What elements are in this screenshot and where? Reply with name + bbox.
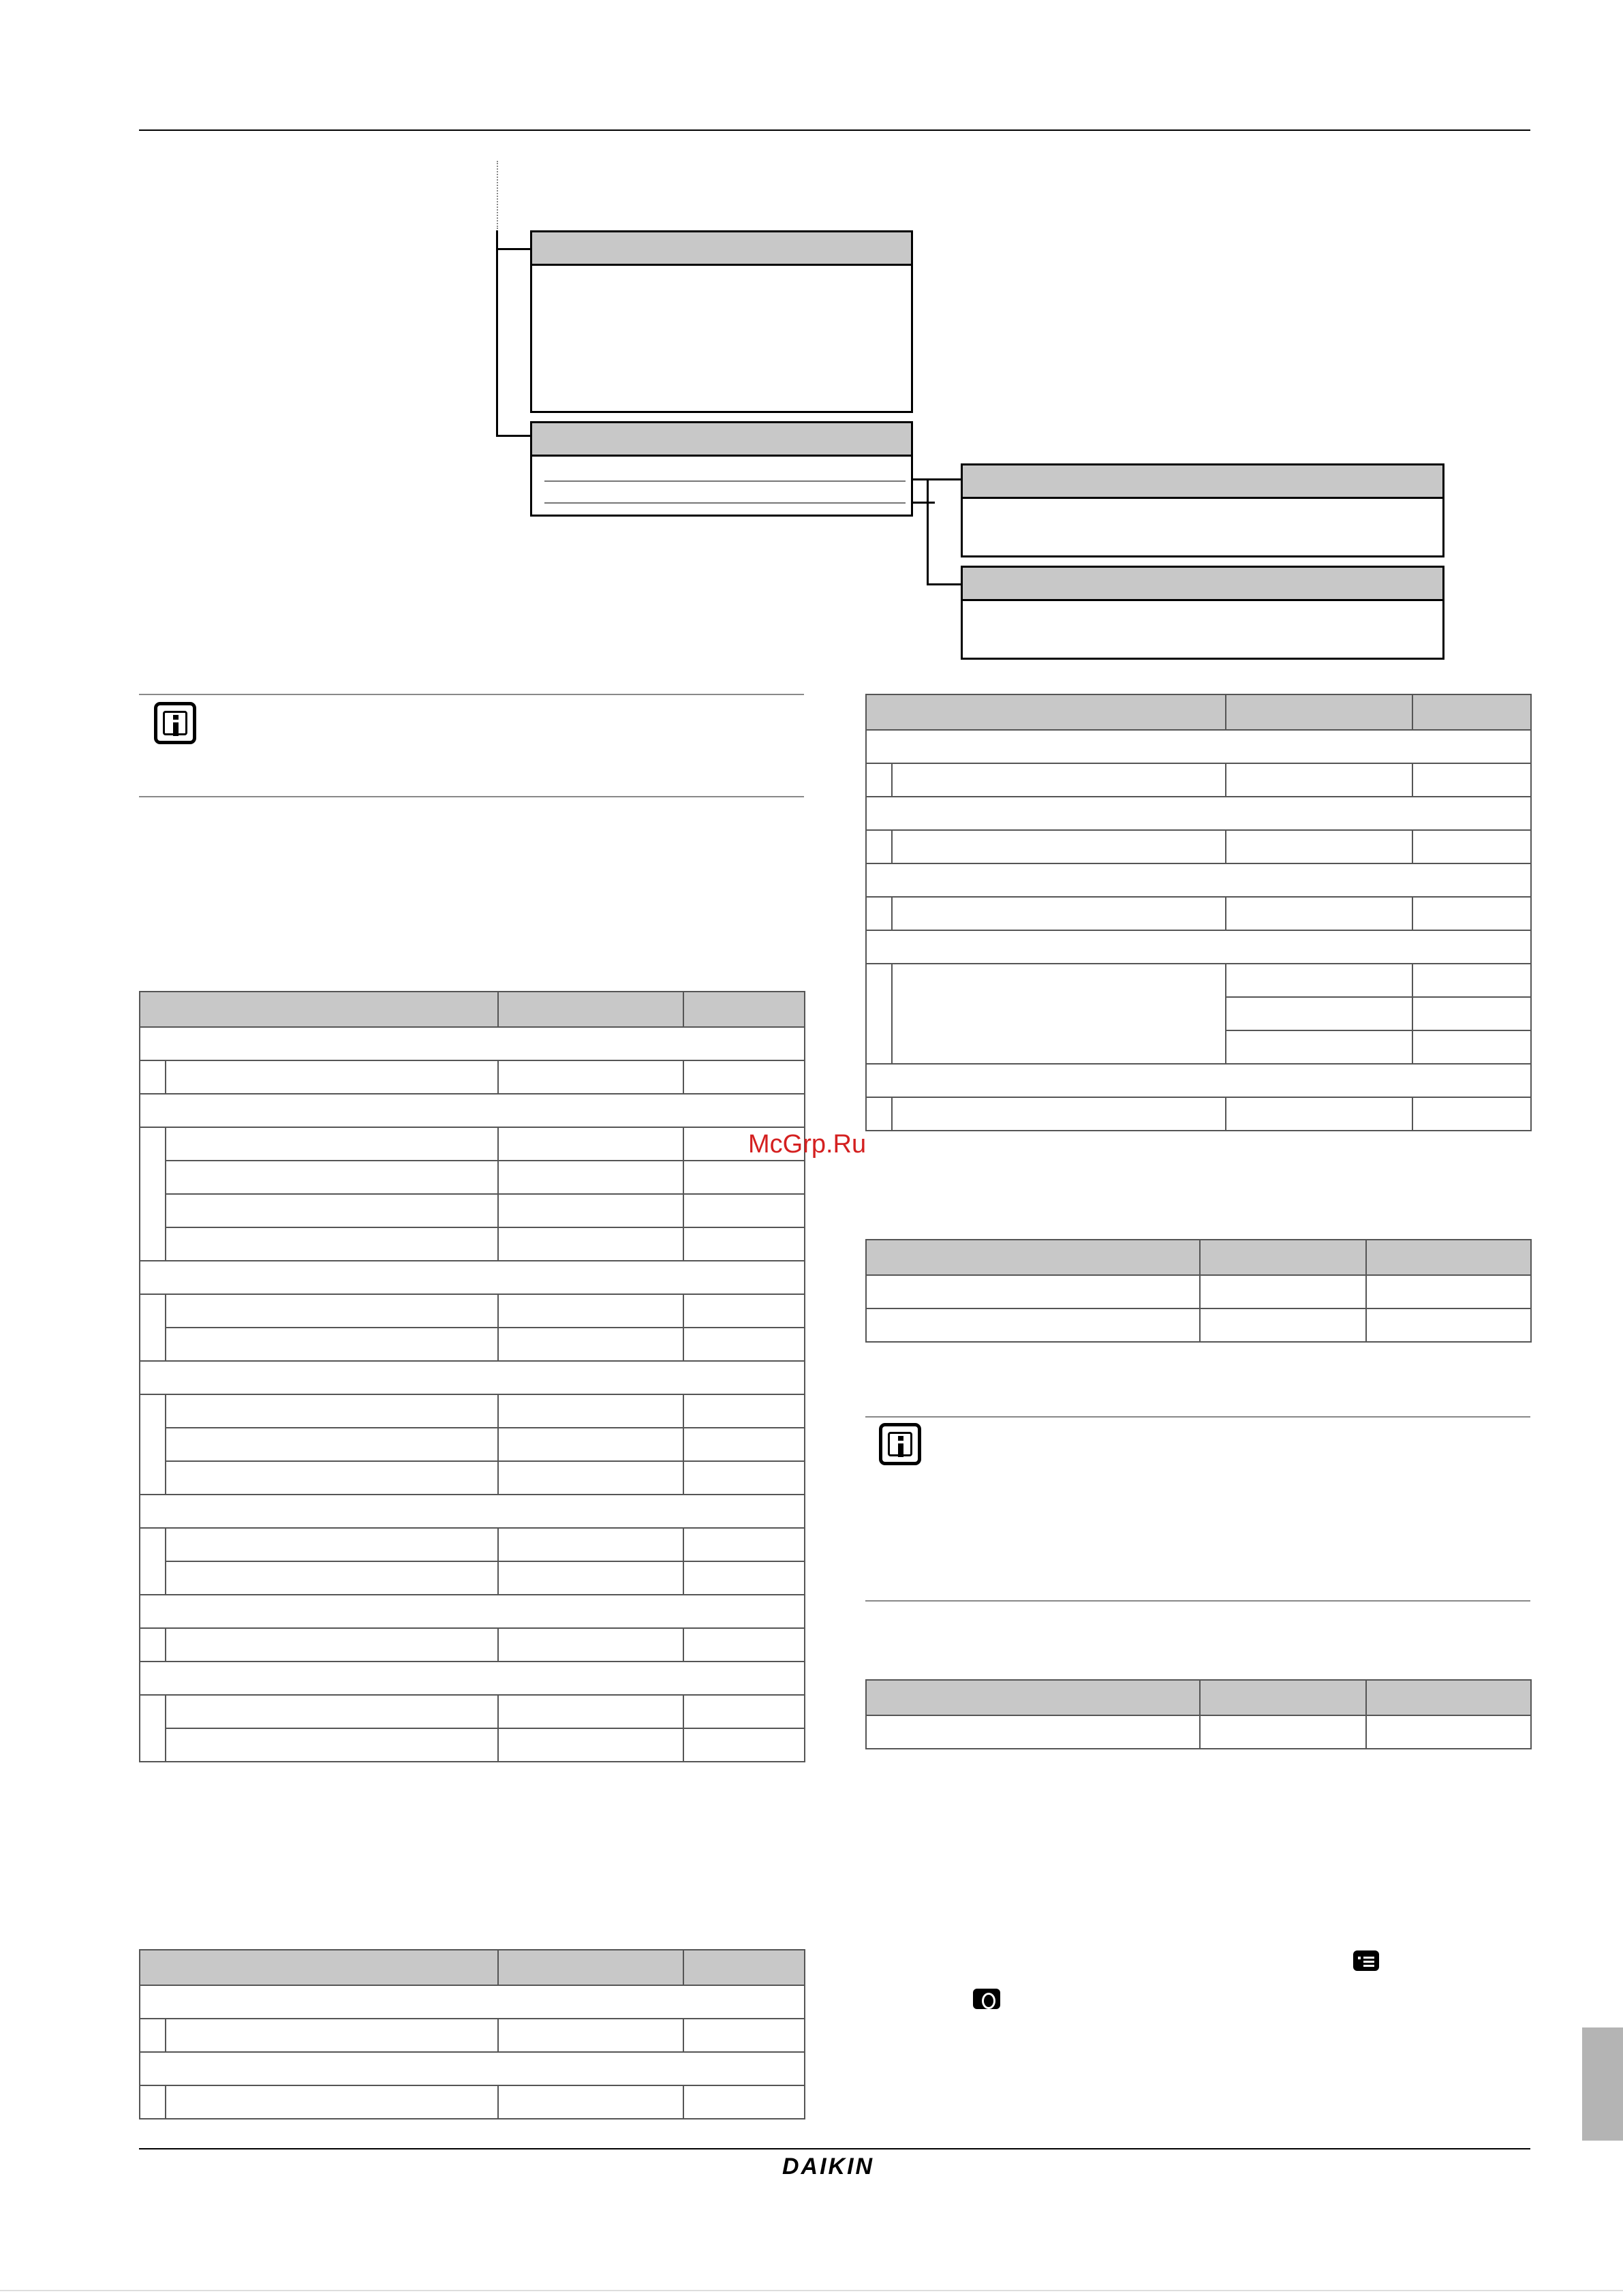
table-row bbox=[140, 1127, 805, 1161]
tree-dotted-connector bbox=[497, 161, 498, 229]
group-row bbox=[140, 1027, 805, 1060]
menu-box-2-header bbox=[532, 423, 911, 457]
settings-table-right-3 bbox=[865, 1679, 1532, 1749]
table-row bbox=[140, 1461, 805, 1495]
footer-rule bbox=[139, 2148, 1530, 2149]
table-header-row bbox=[866, 694, 1531, 730]
tree-branch-1 bbox=[496, 248, 531, 250]
menu-box-1-header bbox=[532, 232, 911, 266]
table-header-row bbox=[866, 1240, 1531, 1275]
settings-table-right-2 bbox=[865, 1239, 1532, 1343]
table-row bbox=[140, 1328, 805, 1361]
info-note-2 bbox=[865, 1416, 1530, 1602]
chapter-side-tab bbox=[1582, 2027, 1623, 2141]
info-icon bbox=[154, 702, 196, 744]
group-row bbox=[866, 863, 1531, 897]
menu-box-3-header bbox=[963, 465, 1442, 499]
info-icon bbox=[879, 1423, 921, 1465]
group-row bbox=[866, 797, 1531, 830]
table-row bbox=[866, 1097, 1531, 1131]
table-row bbox=[140, 2019, 805, 2052]
table-row bbox=[140, 1227, 805, 1261]
group-row bbox=[140, 1495, 805, 1528]
menu-box-1 bbox=[530, 230, 913, 413]
group-row bbox=[140, 1662, 805, 1695]
table-row bbox=[866, 897, 1531, 930]
menu-icon bbox=[1353, 1950, 1379, 1971]
info-note-1 bbox=[139, 694, 804, 797]
group-row bbox=[140, 1261, 805, 1294]
subtree-trunk bbox=[927, 478, 929, 585]
table-row bbox=[140, 2085, 805, 2119]
settings-table-right-1 bbox=[865, 694, 1532, 1131]
tree-branch-2 bbox=[496, 435, 531, 437]
table-row bbox=[866, 1715, 1531, 1749]
group-row bbox=[140, 1361, 805, 1394]
menu-box-2-item-1 bbox=[544, 480, 906, 482]
menu-box-2-item-2 bbox=[544, 502, 906, 504]
table-row bbox=[140, 1695, 805, 1728]
group-row bbox=[140, 1985, 805, 2019]
group-row bbox=[866, 730, 1531, 763]
group-row bbox=[866, 1064, 1531, 1097]
table-row bbox=[140, 1394, 805, 1428]
settings-table-left-1 bbox=[139, 991, 805, 1762]
subtree-branch-1 bbox=[927, 478, 963, 480]
table-row bbox=[140, 1428, 805, 1461]
settings-table-left-2 bbox=[139, 1949, 805, 2119]
table-row bbox=[140, 1060, 805, 1094]
menu-box-4 bbox=[961, 566, 1444, 660]
table-row bbox=[140, 1528, 805, 1561]
subtree-branch-2 bbox=[927, 583, 963, 585]
page-bottom-edge bbox=[0, 2290, 1623, 2291]
table-row bbox=[140, 1728, 805, 1762]
watermark: McGrp.Ru bbox=[748, 1130, 867, 1159]
daikin-logo: DAIKIN bbox=[782, 2154, 875, 2179]
table-row bbox=[140, 1628, 805, 1662]
table-row bbox=[866, 964, 1531, 997]
table-row bbox=[866, 1275, 1531, 1308]
group-row bbox=[140, 1595, 805, 1628]
tree-trunk bbox=[496, 230, 498, 436]
table-header-row bbox=[140, 992, 805, 1027]
table-row bbox=[866, 763, 1531, 797]
menu-box-2 bbox=[530, 421, 913, 517]
table-row bbox=[140, 1561, 805, 1595]
info-icon bbox=[973, 1989, 1000, 2009]
group-row bbox=[140, 2052, 805, 2085]
table-header-row bbox=[140, 1950, 805, 1985]
group-row bbox=[140, 1094, 805, 1127]
header-rule bbox=[139, 129, 1530, 131]
table-row bbox=[140, 1294, 805, 1328]
menu-box-4-header bbox=[963, 568, 1442, 601]
table-row bbox=[866, 830, 1531, 863]
table-row bbox=[140, 1161, 805, 1194]
menu-box-3 bbox=[961, 463, 1444, 557]
table-header-row bbox=[866, 1680, 1531, 1715]
table-row bbox=[140, 1194, 805, 1227]
subtree-link-2 bbox=[912, 502, 935, 504]
group-row bbox=[866, 930, 1531, 964]
table-row bbox=[866, 1308, 1531, 1342]
